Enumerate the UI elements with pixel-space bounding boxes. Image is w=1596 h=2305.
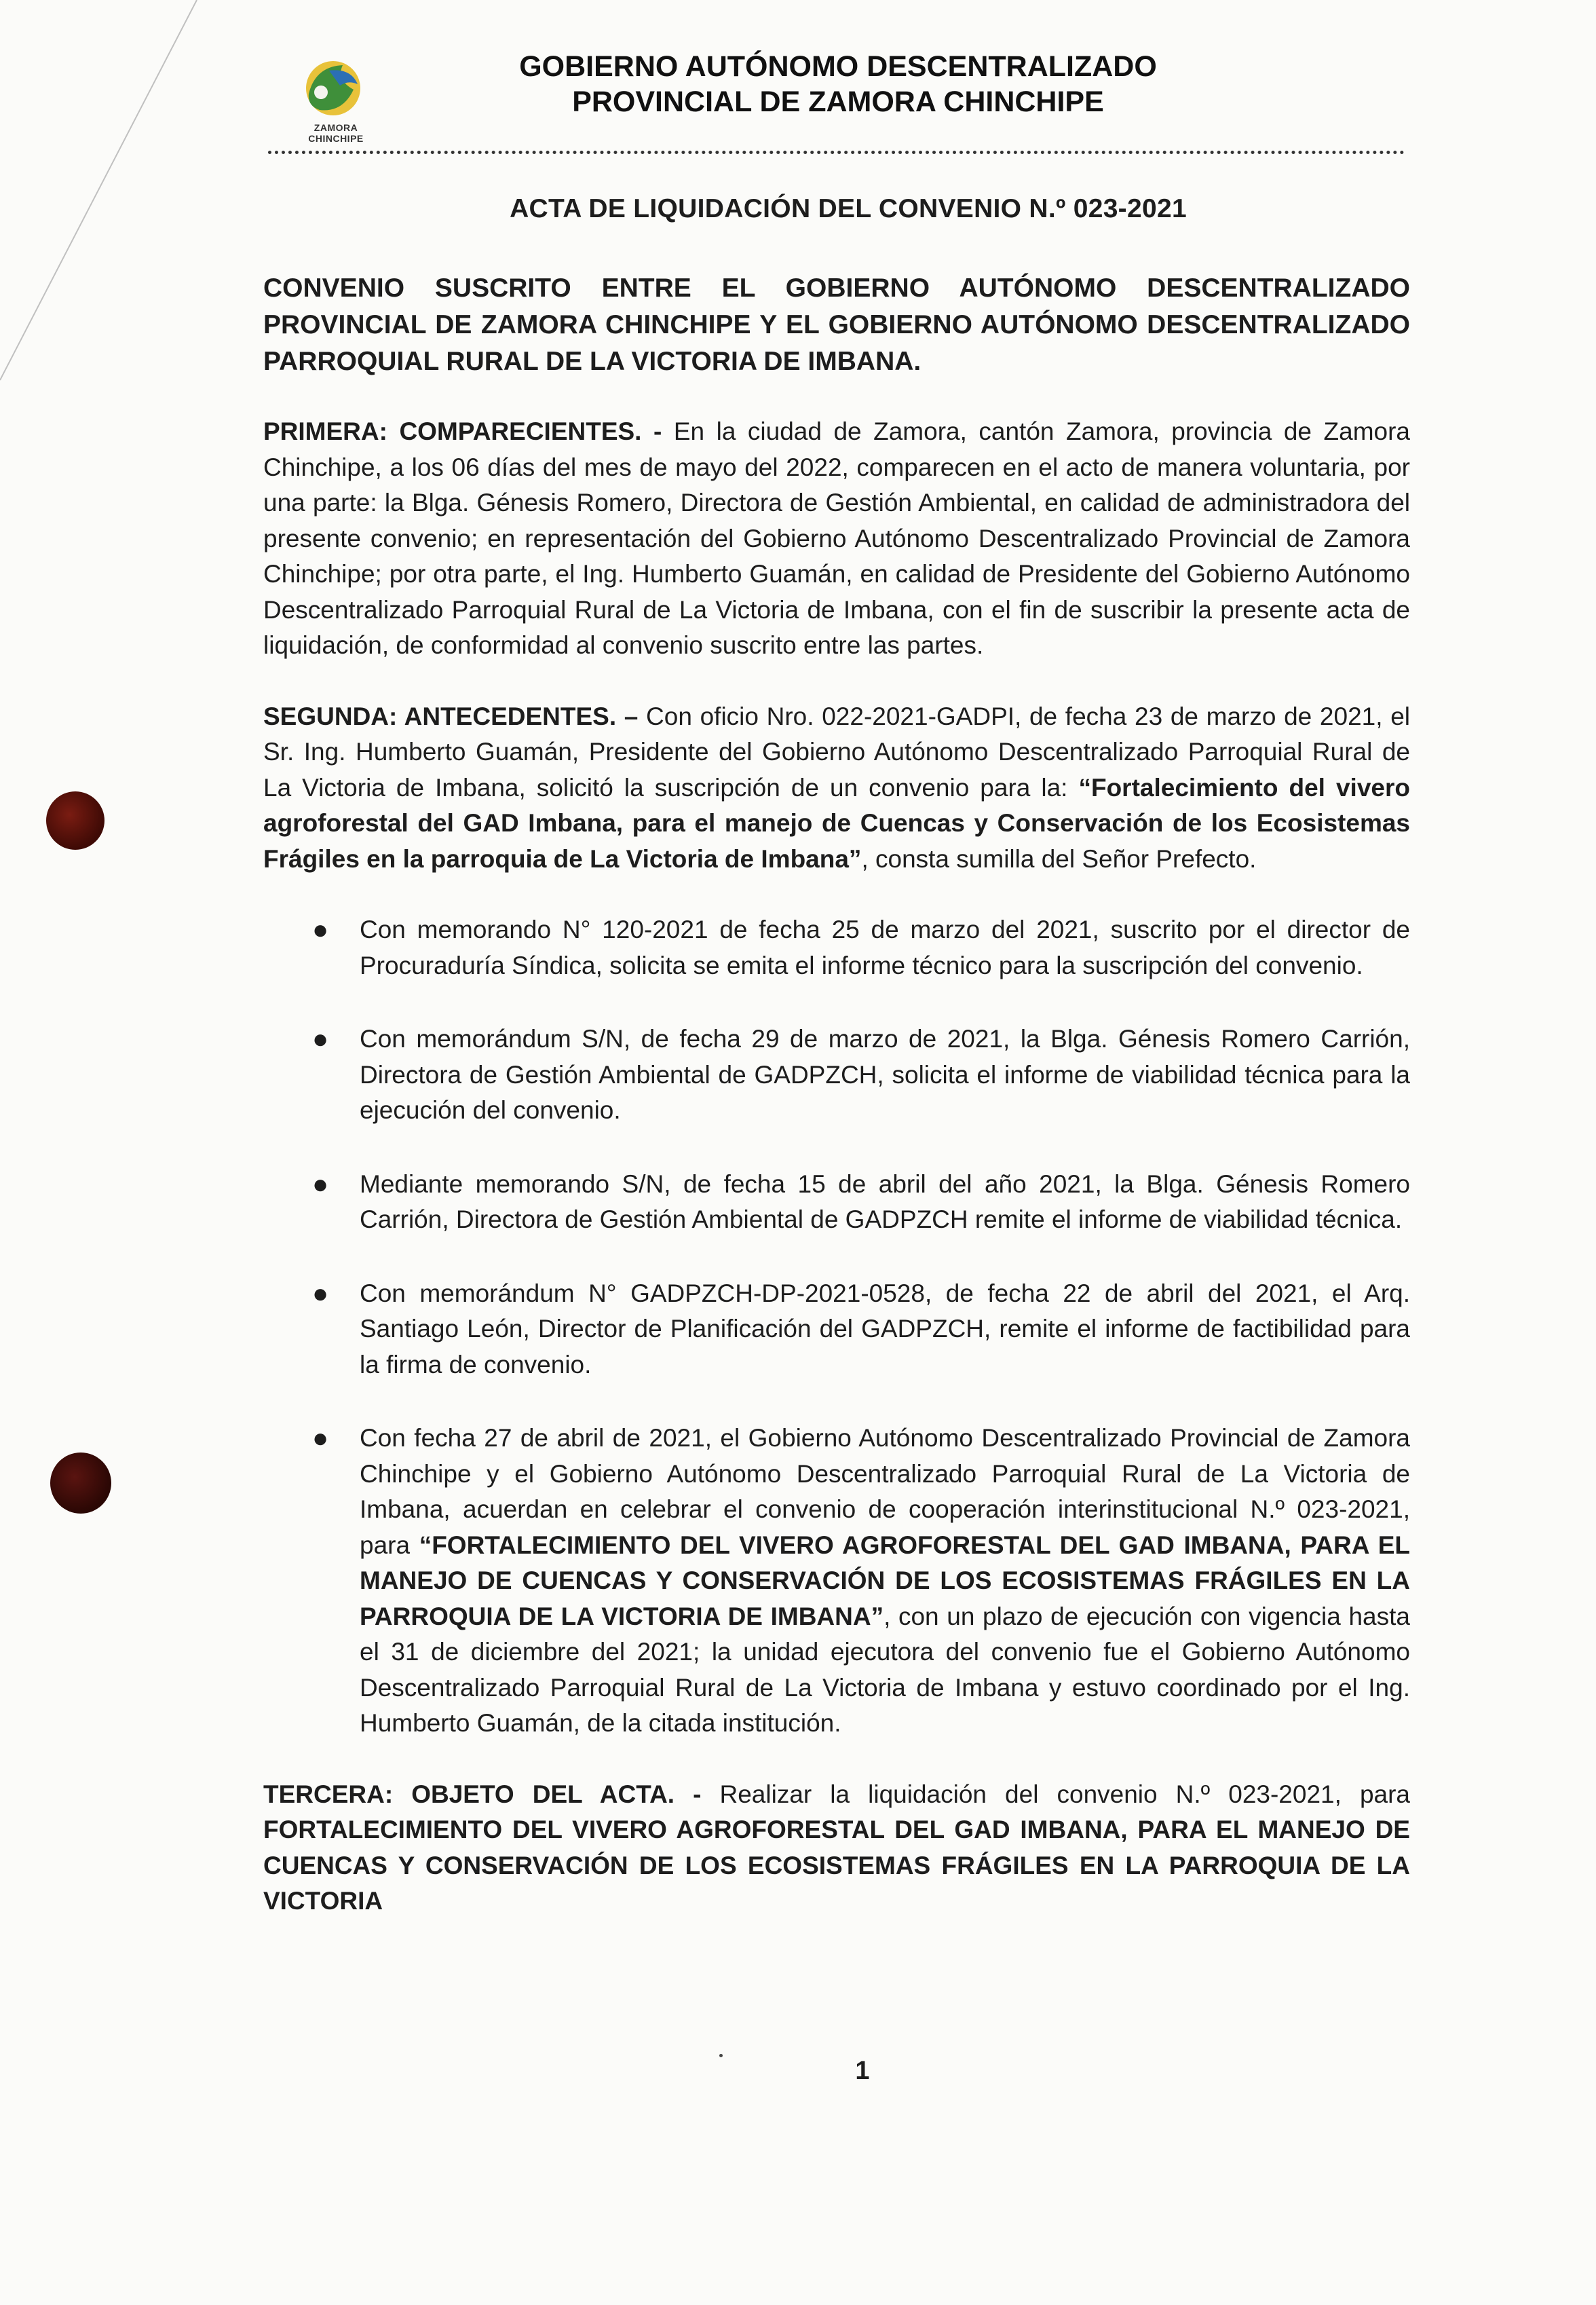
clause-primera-text: En la ciudad de Zamora, cantón Zamora, provincia de Zamora Chinchipe, a los 06 días del mes de mayo del 2022, comparecen en el acto de manera voluntaria, por una parte: la Blga. Génesis Romero, Directora de Gestión Ambiental, en calidad de administradora del presente convenio; en representación del Gobierno Autónomo Descentralizado Provincial de Zamora Chinchipe; por otra parte, el Ing. Humberto Guamán, en calidad de Presidente del Gobierno Autónomo Descentralizado Parroquial Rural de La Victoria de Imbana, con el fin de suscribir la presente acta de liquidación, de conformidad al convenio suscrito entre las partes. (263, 417, 1410, 659)
scan-speck (719, 2054, 723, 2057)
institution-header (434, 49, 1242, 119)
header-line-2: PROVINCIAL DE ZAMORA CHINCHIPE (572, 86, 1104, 118)
antecedents-list (263, 912, 1410, 1742)
list-item: ● Mediante memorando S/N, de fecha 15 de abril del año 2021, la Blga. Génesis Romero Carrión, Directora de Gestión Ambiental de GADPZCH remite el informe de viabilidad técnica. (263, 1167, 1410, 1238)
clause-tercera-project-name: FORTALECIMIENTO DEL VIVERO AGROFORESTAL DEL GAD IMBANA, PARA EL MANEJO DE CUENCAS Y CONSERVACIÓN DE LOS ECOSISTEMAS FRÁGILES EN LA PARROQUIA DE LA VICTORIA (263, 1816, 1410, 1915)
list-item: ● Con memorándum N° GADPZCH-DP-2021-0528, de fecha 22 de abril del 2021, el Arq. Santiago León, Director de Planificación del GADPZCH, remite el informe de factibilidad para la firma de convenio. (263, 1276, 1410, 1383)
page-fold-edge (0, 0, 217, 421)
clause-primera (263, 414, 1410, 664)
clause-segunda (263, 699, 1410, 878)
bullet-icon: ● (312, 1169, 329, 1199)
clause-primera-heading: PRIMERA: COMPARECIENTES. - (263, 417, 662, 445)
bullet-icon: ● (312, 915, 329, 945)
punch-hole-bottom (50, 1453, 111, 1514)
bullet-icon: ● (312, 1024, 329, 1054)
clause-tercera-heading: TERCERA: OBJETO DEL ACTA. - (263, 1780, 702, 1808)
clause-segunda-text-b: , consta sumilla del Señor Prefecto. (861, 844, 1257, 873)
document-body (263, 270, 1410, 1919)
list-item: ● Con memorándum S/N, de fecha 29 de marzo de 2021, la Blga. Génesis Romero Carrión, Directora de Gestión Ambiental de GADPZCH, solicita el informe de viabilidad técnica para la ejecución del convenio. (263, 1022, 1410, 1129)
agreement-heading: CONVENIO SUSCRITO ENTRE EL GOBIERNO AUTÓNOMO DESCENTRALIZADO PROVINCIAL DE ZAMORA CHINCHIPE Y EL GOBIERNO AUTÓNOMO DESCENTRALIZADO PARROQUIAL RURAL DE LA VICTORIA DE IMBANA. (263, 274, 1410, 376)
header-divider (268, 151, 1405, 154)
bullet-icon: ● (312, 1423, 329, 1453)
clause-segunda-heading: SEGUNDA: ANTECEDENTES. – (263, 702, 639, 730)
clause-tercera (263, 1777, 1410, 1919)
logo-caption: ZAMORA CHINCHIPE (308, 122, 364, 144)
bullet-icon: ● (312, 1278, 329, 1309)
clause-tercera-text: Realizar la liquidación del convenio N.º 023-2021, para (701, 1780, 1410, 1808)
clause-segunda-project-name: “Fortalecimiento del vivero agroforestal del GAD Imbana, para el manejo de Cuencas y Conservación de los Ecosistemas Frágiles en la parroquia de La Victoria de Imbana” (263, 773, 1410, 873)
list-item: ● Con fecha 27 de abril de 2021, el Gobierno Autónomo Descentralizado Provincial de Zamora Chinchipe y el Gobierno Autónomo Descentralizado Parroquial Rural de La Victoria de Imbana, acuerdan en celebrar el convenio de cooperación interinstitucional N.º 023-2021, para “FORTALECIMIENTO DEL VIVERO AGROFORESTAL DEL GAD IMBANA, PARA EL MANEJO DE CUENCAS Y CONSERVACIÓN DE LOS ECOSISTEMAS FRÁGILES EN LA PARROQUIA DE LA VICTORIA DE IMBANA”, con un plazo de ejecución con vigencia hasta el 31 de diciembre del 2021; la unidad ejecutora del convenio fue el Gobierno Autónomo Descentralizado Parroquial Rural de La Victoria de Imbana y estuvo coordinado por el Ing. Humberto Guamán, de la citada institución. (263, 1421, 1410, 1742)
clause-segunda-text-a: Con oficio Nro. 022-2021-GADPI, de fecha 23 de marzo de 2021, el Sr. Ing. Humberto Guamán, Presidente del Gobierno Autónomo Descentralizado Parroquial Rural de La Victoria de Imbana, solicitó la suscripción de un convenio para la: (263, 702, 1410, 802)
act-title: ACTA DE LIQUIDACIÓN DEL CONVENIO N.º 023-2021 (510, 194, 1187, 223)
punch-hole-top (46, 791, 104, 850)
list-item: ● Con memorando N° 120-2021 de fecha 25 de marzo del 2021, suscrito por el director de Procuraduría Síndica, solicita se emita el informe técnico para la suscripción del convenio. (263, 912, 1410, 983)
page-number: 1 (855, 2057, 870, 2085)
convenio-project-name: “FORTALECIMIENTO DEL VIVERO AGROFORESTAL DEL GAD IMBANA, PARA EL MANEJO DE CUENCAS Y CONSERVACIÓN DE LOS ECOSISTEMAS FRÁGILES EN LA PARROQUIA DE LA VICTORIA DE IMBANA” (360, 1531, 1410, 1630)
header-line-1: GOBIERNO AUTÓNOMO DESCENTRALIZADO (519, 50, 1157, 83)
